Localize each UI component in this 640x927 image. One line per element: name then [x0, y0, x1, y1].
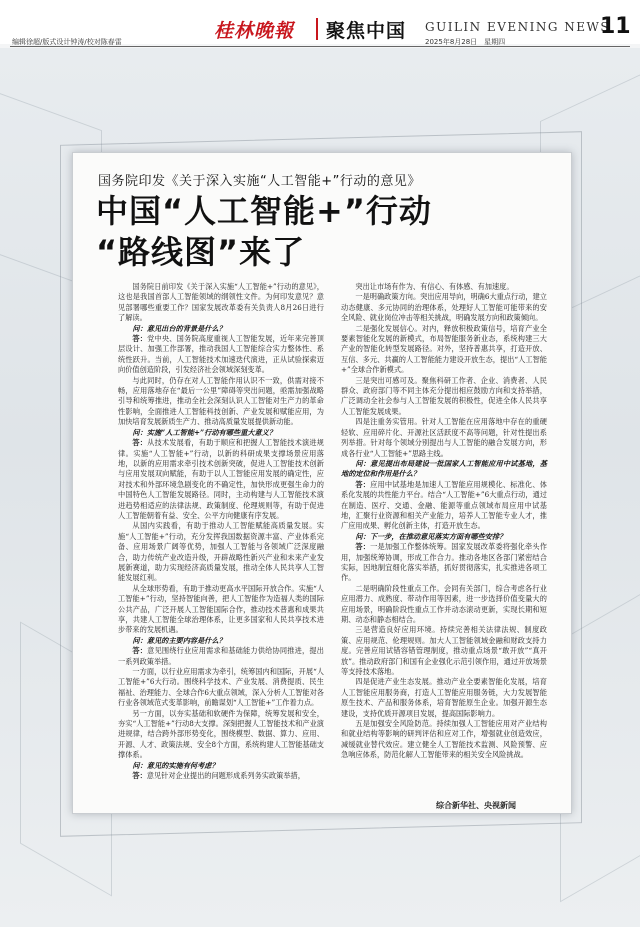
headline-line-1: 中国“人工智能+”行动	[96, 192, 432, 230]
answer-label: 答：	[132, 646, 148, 656]
body-paragraph: 从全球形势看，有助于推动更高水平国际开放合作。实施“人工智能+”行动，坚持智能向善，把人工智能作为造福人类的国际公共产品，广泛开展人工智能国际合作，推动技术普惠和成果共享，共建人工智能全球治理体系，让更多国家和人民共享技术进步带来的发展机遇。	[118, 583, 324, 635]
answer-text: 党中央、国务院高度重视人工智能发展，近年来完善顶层设计、加强工作部署，推动我国人工智能综合实力整体性、系统性跃升。当前，人工智能技术加速迭代演进，正从试验探索迈向价值创造阶段，引发经济社会领域深刻变革。	[118, 334, 324, 375]
body-paragraph: 四是注重务实管用。针对人工智能在应用落地中存在的重硬轻软、应用碎片化、开源社区活跃度不高等问题，针对性提出系列举措。针对每个领域分别提出与人工智能的融合发展方向，形成各行业“人工智能+”思路主线。	[341, 417, 547, 458]
question-paragraph: 问：意见提出布局建设一批国家人工智能应用中试基地，基地的定位和作用是什么？	[341, 458, 547, 479]
masthead	[0, 0, 640, 44]
answer-text: 一是加强工作整体统筹。国家发展改革委将强化牵头作用，加强统筹协调，形成工作合力。推动各地区各部门紧密结合实际，因地制宜细化落实举措，抓好贯彻落实，扎实推进各项工作。	[341, 542, 547, 583]
body-paragraph: 三是突出可感可及。聚焦科研工作者、企业、消费者、人民群众、政府部门等不同主体充分提出相应鼓励方向和支持举措，广泛调动全社会参与人工智能发展的积极性，促进全体人民共享人工智能发展成果。	[341, 375, 547, 416]
body-paragraph: 国务院日前印发《关于深入实施“人工智能+”行动的意见》，这也是我国首部人工智能领域的纲领性文件。为何印发意见？意见部署哪些重要工作？国家发展改革委有关负责人8月26日进行了解读。	[118, 282, 324, 323]
body-paragraph: 从国内实践看，有助于推动人工智能赋能高质量发展。实施“人工智能+”行动，充分发挥我国数据资源丰富、产业体系完备、应用场景广阔等优势，加强人工智能与各领域广泛深度融合，助力传统产业改造升级，开辟战略性新兴产业和未来产业发展新赛道，助力实现经济高质量发展，推动全体人民共享人工智能发展红利。	[118, 521, 324, 583]
question-paragraph: 问：意见的实施有何考虑？	[132, 760, 219, 770]
answer-label: 答：	[132, 438, 148, 448]
article-column-left	[118, 282, 324, 782]
body-paragraph: 另一方面，以夯实基础和软硬件为保障，统筹发展和安全，夯实“人工智能+”行动8大支撑。深刻把握人工智能技术和产业演进规律，结合跨外部形势变化，围绕模型、数据、算力、应用、开源、人才、政策法规、安全8个方面，系统构建人工智能基础支撑体系。	[118, 708, 324, 760]
answer-text: 意见围绕行业应用需求和基础能力供给协同推进，提出一系列政策举措。	[118, 646, 324, 666]
question-paragraph: 问：下一步，在推动意见落实方面有哪些安排？	[355, 531, 507, 541]
body-paragraph: 突出让市场有作为、有信心、有体感、有加速度。	[355, 282, 514, 291]
header-rule	[10, 46, 630, 47]
article-column-right	[341, 282, 547, 761]
answer-paragraph	[118, 771, 324, 781]
answer-text: 从技术发展看，有助于顺应和把握人工智能技术演进规律。实施“人工智能+”行动，以新的科研成果支撑场景应用落地，以新的应用需求牵引技术创新突破，促进人工智能技术创新与应用发展双向赋能，有助于以人工智能应用发展的确定性，应对技术和外部环境急剧变化的不确定性，加快形成更强生命力的中国特色人工智能发展路径。同时，主动构建与人工智能技术演进趋势相适应的法律法规、政策制度、伦理规则等，有助于促进人工智能朝着有益、安全、公平方向健康有序发展。	[118, 438, 324, 520]
newspaper-logo[interactable]: 桂林晚報	[214, 20, 295, 42]
editor-credits: 编辑徐超/版式设计钟涛/校对陈春雷	[12, 38, 122, 46]
answer-paragraph	[341, 542, 547, 584]
answer-label: 答：	[355, 479, 371, 489]
question-paragraph: 问：实施“人工智能+”行动有哪些重大意义？	[132, 427, 277, 437]
article-kicker: 国务院印发《关于深入实施“人工智能+”行动的意见》	[98, 174, 421, 189]
answer-paragraph	[118, 334, 324, 376]
body-paragraph: 三是营造良好应用环境。持续完善相关法律法规、制度政策、应用规范、伦理规则。加大人工智能领域金融和财政支持力度。完善应用试错容错管理制度，推动重点场景“敢开放”“真开放”。推动政府部门和国有企业强化示范引领作用，通过开放场景等支持技术落地。	[341, 625, 547, 677]
answer-label: 答：	[132, 771, 147, 781]
question-paragraph: 问：意见的主要内容是什么？	[132, 635, 226, 645]
section-title: 聚焦中国	[326, 20, 407, 42]
question-paragraph: 问：意见出台的背景是什么？	[132, 323, 226, 333]
answer-text: 应用中试基地是加速人工智能应用规模化、标准化、体系化发展的共性能力平台。结合“人工智能+”6大重点行动，通过在制造、医疗、交通、金融、能源等重点领域布局应用中试基地，汇聚行业资源和相关产业能力，培养人工智能专业人才，推广应用成果、孵化创新主体，打造开放生态。	[341, 479, 547, 531]
article-credit: 综合新华社、央视新闻	[436, 801, 516, 810]
body-paragraph: 五是加强安全风险防范。持续加强人工智能应用对产业结构和就业结构等影响的研判评估和应对工作，增强就业创造效应，减缓就业替代效应。建立健全人工智能技术监测、风险预警、应急响应体系，防范化解人工智能带来的相关安全风险挑战。	[341, 719, 547, 760]
answer-text: 意见针对企业提出的问题形成系列务实政策举措，	[146, 771, 305, 781]
answer-label: 答：	[355, 542, 371, 552]
answer-paragraph	[118, 646, 324, 667]
body-paragraph: 二是明确阶段性重点工作。会同有关部门，综合考虑各行业应用潜力、成熟度、带动作用等因素，进一步选择价值变量大的应用场景，明确阶段性重点工作并动态滚动更新，实现长期和短期、动态和静态相结合。	[341, 583, 547, 624]
answer-paragraph	[341, 480, 547, 532]
issue-date: 2025年8月28日 星期四	[425, 38, 506, 46]
body-paragraph: 一方面，以行业应用需求为牵引，统筹国内和国际，开展“人工智能+”6大行动。围绕科学技术、产业发展、消费提质、民生福祉、治理能力、全球合作6大重点领域，深入分析人工智能对各行业各领域范式变革影响，前瞻谋划“人工智能+”工作着力点。	[118, 667, 324, 708]
body-paragraph: 四是促进产业生态发展。推动产业全要素智能化发展，培育人工智能应用服务商，打造人工智能应用服务链，大力发展智能原生技术、产品和服务体系，培育智能原生企业。加强开源生态建设，支持优质开源项目发展，提高国际影响力。	[341, 677, 547, 718]
english-name: GUILIN EVENING NEWS	[425, 20, 611, 34]
answer-paragraph	[118, 438, 324, 521]
body-paragraph: 与此同时，仍存在对人工智能作用认识不一致，供需对接不畅，应用落地存在“最后一公里”障碍等突出问题，亟需加强战略引导和统筹推进，推动全社会深刻认识人工智能对生产力的革命性影响，全面推进人工智能科技创新、产业发展和赋能应用，为加快培育发展新质生产力、推动高质量发展提供新动能。	[118, 375, 324, 427]
answer-label: 答：	[132, 334, 148, 344]
masthead-divider	[316, 18, 318, 40]
page-number: 11	[600, 14, 631, 39]
body-paragraph: 一是明确政策方向。突出应用导向，明确6大重点行动，建立动态健康、多元协同的治理体系，处理好人工智能可能带来的安全风险、就业岗位冲击等相关挑战，明确发展方向和政策倾向。	[341, 292, 547, 323]
body-paragraph: 二是强化发展信心。对内，释放积极政策信号，培育产业全要素智能化发展的新模式，布局智能服务新业态，系统构建三大产业的智能化转型发展路径。对外，坚持普惠共享，打造开放、互信、多元、共赢的人工智能能力建设开放生态，提出“人工智能+”全球合作新模式。	[341, 323, 547, 375]
headline-line-2: “路线图”来了	[96, 233, 306, 271]
